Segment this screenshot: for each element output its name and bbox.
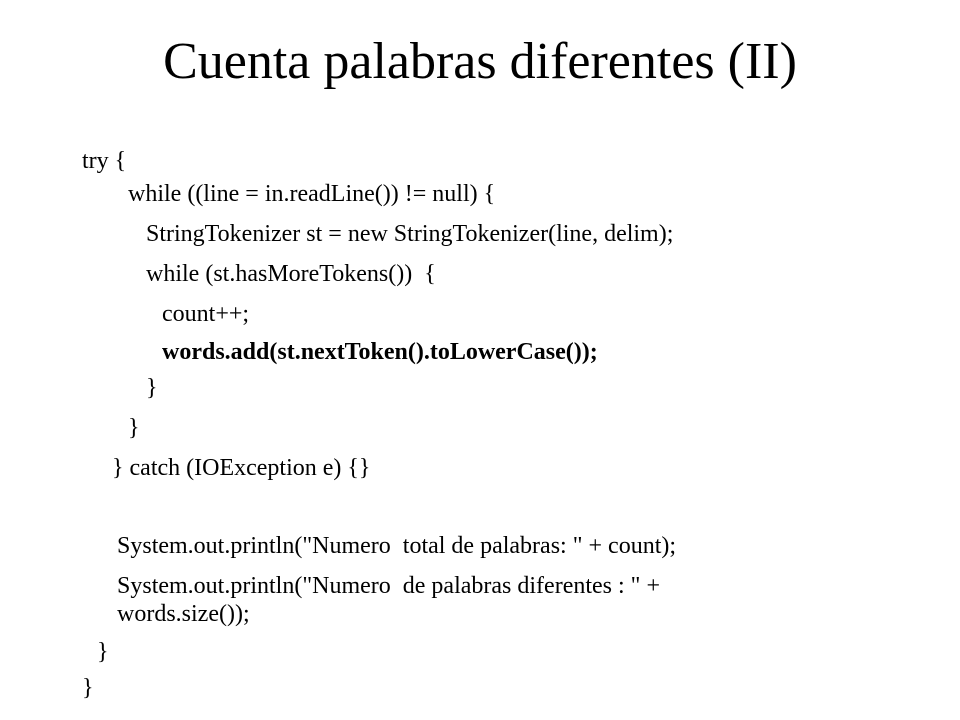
- code-line: }: [146, 375, 158, 401]
- slide-title: Cuenta palabras diferentes (II): [163, 33, 797, 90]
- code-line: count++;: [162, 301, 250, 327]
- code-line: } catch (IOException e) {}: [112, 455, 371, 481]
- code-line: }: [97, 639, 109, 665]
- code-line: words.size());: [117, 601, 250, 627]
- code-line: }: [82, 675, 94, 701]
- code-line: while ((line = in.readLine()) != null) {: [128, 181, 496, 207]
- code-line: System.out.println("Numero total de palabras: " + count);: [117, 533, 677, 559]
- code-line: }: [128, 415, 140, 441]
- code-line: StringTokenizer st = new StringTokenizer(line, delim);: [146, 221, 674, 247]
- code-line-highlighted: words.add(st.nextToken().toLowerCase());: [162, 339, 598, 365]
- code-line: while (st.hasMoreTokens()) {: [146, 261, 436, 287]
- code-line: try {: [82, 148, 127, 174]
- code-line: System.out.println("Numero de palabras diferentes : " +: [117, 573, 660, 599]
